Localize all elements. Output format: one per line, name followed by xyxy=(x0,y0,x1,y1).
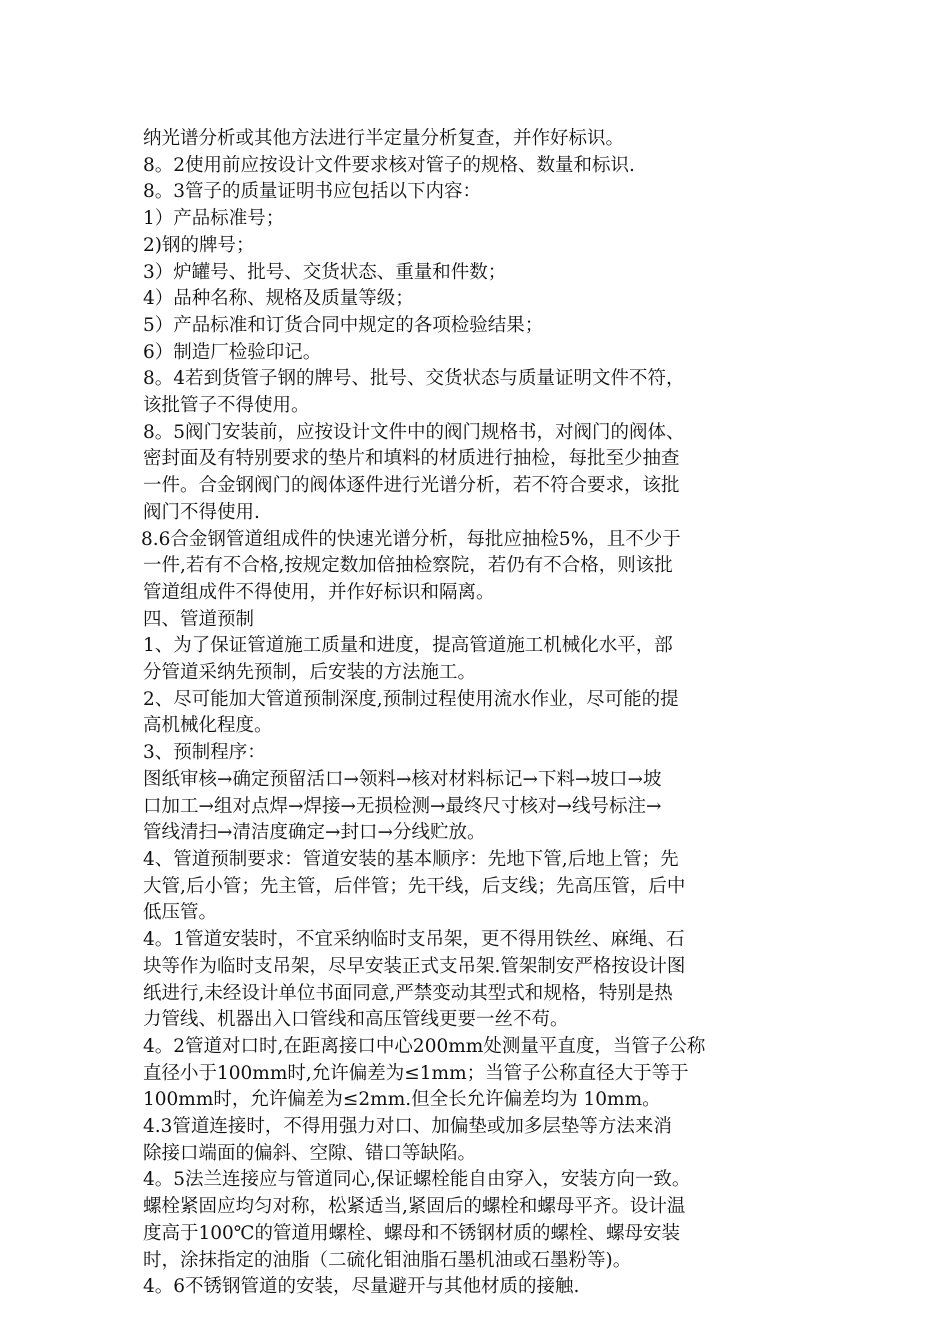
text-line: 直径小于100mm时,允许偏差为≤1mm；当管子公称直径大于等于 xyxy=(143,1062,689,1084)
text-line: 图纸审核→确定预留活口→领料→核对材料标记→下料→坡口→坡 xyxy=(143,768,662,790)
text-line: 4）品种名称、规格及质量等级； xyxy=(143,288,414,310)
text-line: 纸进行,未经设计单位书面同意,严禁变动其型式和规格，特别是热 xyxy=(143,982,673,1004)
text-line: 3）炉罐号、批号、交货状态、重量和件数； xyxy=(143,261,507,283)
text-line: 低压管。 xyxy=(143,902,218,924)
text-line: 时，涂抹指定的油脂（二硫化钼油脂石墨机油或石墨粉等)。 xyxy=(143,1249,632,1271)
text-line: 四、管道预制 xyxy=(143,608,255,630)
text-line: 力管线、机器出入口管线和高压管线更要一丝不苟。 xyxy=(143,1009,569,1031)
text-line: 口加工→组对点焊→焊接→无损检测→最终尺寸核对→线号标注→ xyxy=(143,795,662,817)
text-line: 一件。合金钢阀门的阀体逐件进行光谱分析，若不符合要求，该批 xyxy=(143,475,680,497)
text-line: 螺栓紧固应均匀对称，松紧适当,紧固后的螺栓和螺母平齐。设计温 xyxy=(143,1196,686,1218)
text-line: 分管道采纳先预制，后安装的方法施工。 xyxy=(143,662,477,684)
text-line: 管道组成件不得使用，并作好标识和隔离。 xyxy=(143,581,495,603)
text-line: 8.6合金钢管道组成件的快速光谱分析，每批应抽检5%，且不少于 xyxy=(141,528,681,550)
text-line: 1）产品标准号； xyxy=(143,208,285,230)
text-line: 2)钢的牌号； xyxy=(143,234,255,256)
text-line: 4、管道预制要求：管道安装的基本顺序：先地下管,后地上管；先 xyxy=(143,848,679,870)
text-line: 8。2使用前应按设计文件要求核对管子的规格、数量和标识. xyxy=(143,154,635,176)
text-line: 8。4若到货管子钢的牌号、批号、交货状态与质量证明文件不符， xyxy=(143,368,685,390)
text-line: 4.3管道连接时，不得用强力对口、加偏垫或加多层垫等方法来消 xyxy=(143,1116,672,1138)
text-line: 3、预制程序： xyxy=(143,742,266,764)
text-line: 1、为了保证管道施工质量和进度，提高管道施工机械化水平，部 xyxy=(143,635,673,657)
document-body xyxy=(143,126,823,1301)
text-line: 5）产品标准和订货合同中规定的各项检验结果； xyxy=(143,314,544,336)
text-line: 该批管子不得使用。 xyxy=(143,395,310,417)
text-line: 8。5阀门安装前，应按设计文件中的阀门规格书，对阀门的阀体、 xyxy=(143,421,685,443)
text-line: 6）制造厂检验印记。 xyxy=(143,341,322,363)
text-line: 4。6不锈钢管道的安装，尽量避开与其他材质的接触. xyxy=(143,1276,580,1298)
text-line: 大管,后小管；先主管，后伴管；先干线，后支线；先高压管，后中 xyxy=(143,875,686,897)
text-line: 4。5法兰连接应与管道同心,保证螺栓能自由穿入，安装方向一致。 xyxy=(143,1169,691,1191)
text-line: 100mm时，允许偏差为≤2mm.但全长允许偏差均为 10mm。 xyxy=(143,1089,661,1111)
text-line: 一件,若有不合格,按规定数加倍抽检察院，若仍有不合格，则该批 xyxy=(143,555,673,577)
text-line: 4。1管道安装时，不宜采纳临时支吊架，更不得用铁丝、麻绳、石 xyxy=(143,929,685,951)
text-line: 度高于100℃的管道用螺栓、螺母和不锈钢材质的螺栓、螺母安装 xyxy=(143,1222,681,1244)
text-line: 密封面及有特别要求的垫片和填料的材质进行抽检，每批至少抽查 xyxy=(143,448,680,470)
text-line: 2、尽可能加大管道预制深度,预制过程使用流水作业，尽可能的提 xyxy=(143,688,679,710)
text-line: 管线清扫→清洁度确定→封口→分线贮放。 xyxy=(143,822,486,844)
text-line: 块等作为临时支吊架，尽早安装正式支吊架.管架制安严格按设计图 xyxy=(143,955,686,977)
text-line: 8。3管子的质量证明书应包括以下内容： xyxy=(143,181,482,203)
text-line: 阀门不得使用. xyxy=(143,501,260,523)
text-line: 除接口端面的偏斜、空隙、错口等缺陷。 xyxy=(143,1142,477,1164)
text-line: 纳光谱分析或其他方法进行半定量分析复查，并作好标识。 xyxy=(143,128,625,149)
text-line: 4。2管道对口时,在距离接口中心200mm处测量平直度，当管子公称 xyxy=(143,1035,706,1057)
text-line: 高机械化程度。 xyxy=(143,715,273,737)
